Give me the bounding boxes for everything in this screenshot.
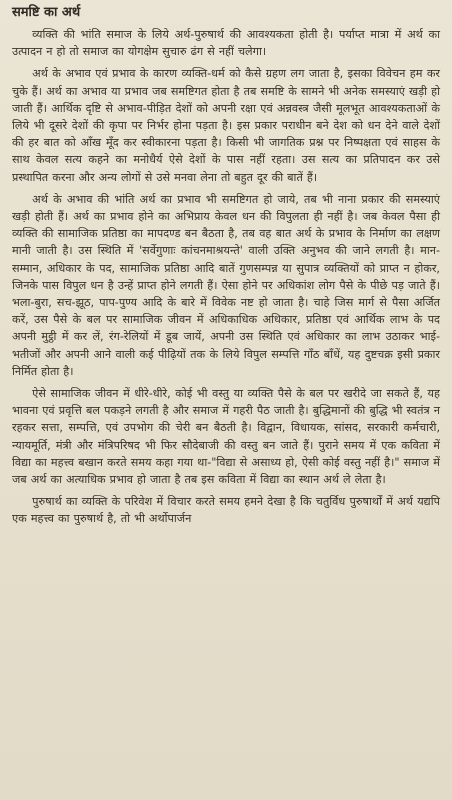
paragraph-1: व्यक्ति की भांति समाज के लिये अर्थ-पुरुषार्थ की आवश्यकता होती है। पर्याप्त मात्रा में अर्थ का उत्पादन न हो तो समाज का योगक्षेम सुचारु ढंग से नहीं चलेगा।: [12, 28, 440, 59]
paragraph-2: अर्थ के अभाव एवं प्रभाव के कारण व्यक्ति-धर्म को कैसे ग्रहण लग जाता है, इसका विवेचन हम कर चुके हैं। अर्थ का अभाव या प्रभाव जब समष्टिगत होता है तब समष्टि के सामने भी अनेक समस्याएं खड़ी हो जाती हैं। आर्थिक दृष्टि से अभाव-पीड़ित देशों को अपनी रक्षा एवं अन्नवस्त्र जैसी मूलभूत आवश्यकताओं के लिये भी दूसरे देशों की कृपा पर निर्भर होना पड़ता है। इस प्रकार पराधीन बने देश को धन देने वाले देशों की हर बात को आँख मूँद कर स्वीकारना पड़ता है। किसी भी जागतिक प्रश्न पर निष्पक्षता एवं साहस के साथ केवल सत्य कहने का मनोधैर्य ऐसे देशों के पास नहीं रहता। उस सत्य का प्रतिपादन कर उसे प्रस्थापित करना और अन्य लोगों से उसे मनवा लेना तो बहुत दूर की बातें हैं।: [12, 67, 440, 184]
paragraph-3: अर्थ के अभाव की भांति अर्थ का प्रभाव भी समष्टिगत हो जाये, तब भी नाना प्रकार की समस्याएं खड़ी होती हैं। अर्थ का प्रभाव होने का अभिप्राय केवल धन की विपुलता ही नहीं है। जब केवल पैसा ही व्यक्ति की सामाजिक प्रतिष्ठा का मापदण्ड बन बैठता है, तब वह बात अर्थ के प्रभाव के निर्माण का लक्षण मानी जाती है। उस स्थिति में 'सर्वेगुणाः कांचनमाश्रयन्ते' वाली उक्ति अनुभव की जाने लगती है। मान-सम्मान, अधिकार के पद, सामाजिक प्रतिष्ठा आदि बातें गुणसम्पन्न या सुपात्र व्यक्तियों को प्राप्त न होकर, जिनके पास विपुल धन है उन्हें प्राप्त होने लगती हैं। ऐसा होने पर अधिकांश लोग पैसे के पीछे पड़ जाते हैं। भला-बुरा, सच-झूठ, पाप-पुण्य आदि के बारे में विवेक नष्ट हो जाता है। चाहे जिस मार्ग से पैसा अर्जित करें, उस पैसे के बल पर सामाजिक जीवन में अधिकाधिक अधिकार, प्रतिष्ठा एवं आर्थिक लाभ के पद अपनी मुट्ठी में कर लें, रंग-रेलियों में डूब जायें, अपनी उस स्थिति एवं अधिकार का लाभ उठाकर भाई-भतीजों और अपनी आने वाली कई पीढ़ियों तक के लिये विपुल सम्पत्ति गाँठ बाँधें, यह दुष्टचक्र इसी प्रकार निर्मित होता है।: [12, 192, 440, 378]
paragraph-4: ऐसे सामाजिक जीवन में धीरे-धीरे, कोई भी वस्तु या व्यक्ति पैसे के बल पर खरीदे जा सकते हैं, यह भावना एवं प्रवृत्ति बल पकड़ने लगती है और समाज में गहरी पैठ जाती है। बुद्धिमानों की बुद्धि भी स्वतंत्र न रहकर सत्ता, सम्पत्ति, एवं उपभोग की चेरी बन बैठती है। विद्वान, विधायक, सांसद, सरकारी कर्मचारी, न्यायमूर्ति, मंत्री और मंत्रिपरिषद भी फिर सौदेबाजी की वस्तु बन जाते हैं। पुराने समय में एक कविता में विद्या का महत्त्व बखान करते समय कहा गया था-"विद्या से असाध्य हो, ऐसी कोई वस्तु नहीं है।" समाज में जब अर्थ का अत्याधिक प्रभाव हो जाता है तब इस कविता में विद्या का स्थान अर्थ ले लेता है।: [12, 387, 440, 487]
article-heading: समष्टि का अर्थ: [12, 5, 81, 20]
paragraph-5: पुरुषार्थ का व्यक्ति के परिवेश में विचार करते समय हमने देखा है कि चतुर्विध पुरुषार्थों में अर्थ यद्यपि एक महत्त्व का पुरुषार्थ है, तो भी अर्थोपार्जन: [12, 495, 440, 526]
